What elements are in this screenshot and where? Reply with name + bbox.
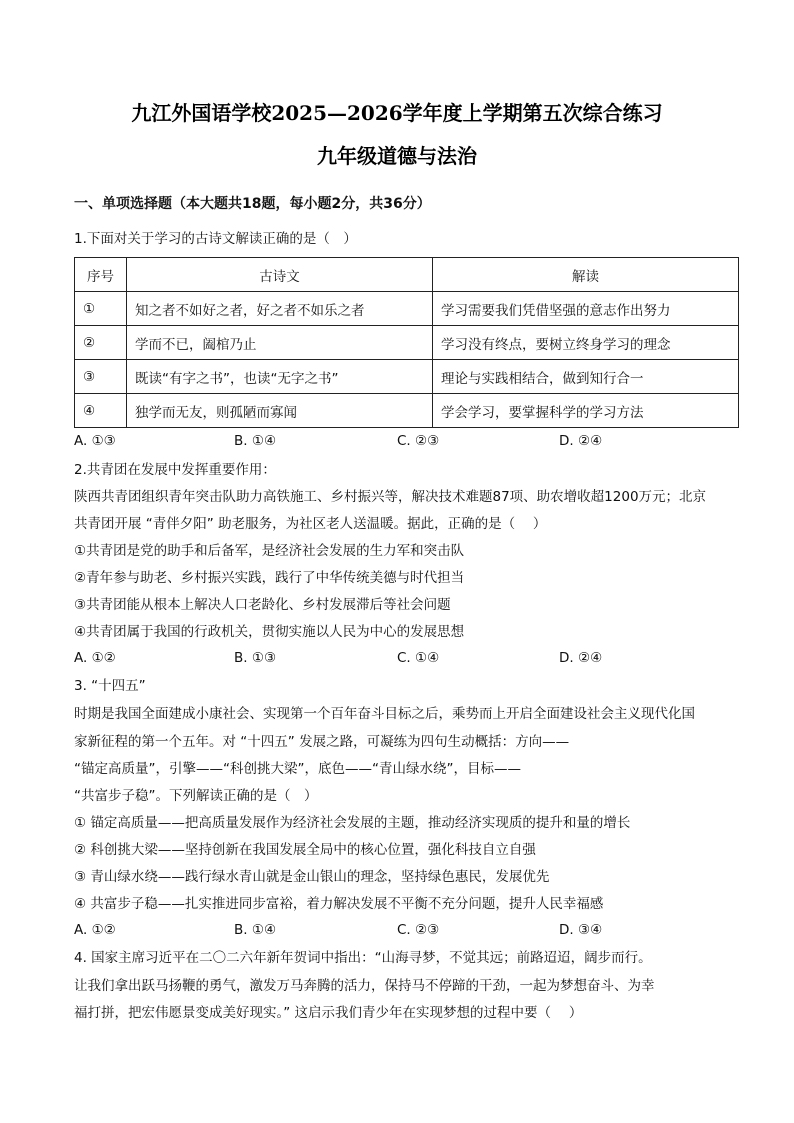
- q3-stem: 3. “十四五”: [74, 678, 146, 694]
- q2-text-line: 共青团开展 “青伴夕阳” 助老服务，为社区老人送温暖。据此，正确的是（ ）: [74, 516, 547, 532]
- q4-text-line: 福打拼，把宏伟愿景变成美好现实。” 这启示我们青少年在实现梦想的过程中要（ ）: [74, 1005, 583, 1021]
- q1-options: [74, 433, 739, 451]
- table-row: [75, 360, 739, 394]
- q3-options: [74, 922, 739, 940]
- table-header-cell: 解读: [433, 258, 739, 292]
- exam-title: 九江外国语学校2025—2026学年度上学期第五次综合练习: [131, 101, 663, 125]
- q4-stem: 4. 国家主席习近平在二〇二六年新年贺词中指出：“山海寻梦，不觉其远；前路迢迢，阔步而行。: [74, 950, 652, 966]
- table-header-row: [75, 258, 739, 292]
- table-cell: 独学而无友，则孤陋而寡闻: [127, 394, 433, 428]
- q2-stem: 2.共青团在发展中发挥重要作用：: [74, 462, 276, 478]
- table-cell: ③: [75, 360, 127, 394]
- q1-table: [74, 257, 739, 428]
- table-cell: ④: [75, 394, 127, 428]
- q3-text-line: 家新征程的第一个五年。对 “十四五” 发展之路，可凝练为四句生动概括：方向——: [74, 734, 570, 750]
- table-cell: 既读“有字之书”，也读“无字之书”: [127, 360, 433, 394]
- table-cell: 学会学习，要掌握科学的学习方法: [433, 394, 739, 428]
- section-heading: 一、单项选择题（本大题共18题，每小题2分，共36分）: [74, 196, 431, 212]
- q2-options: [74, 650, 739, 668]
- table-cell: 知之者不如好之者，好之者不如乐之者: [127, 292, 433, 326]
- option-b: B. ①④: [234, 433, 277, 449]
- q3-statement: ③ 青山绿水绕——践行绿水青山就是金山银山的理念，坚持绿色惠民，发展优先: [74, 869, 550, 885]
- table-header-cell: 古诗文: [127, 258, 433, 292]
- option-c: C. ①④: [397, 650, 440, 666]
- table-row: [75, 394, 739, 428]
- q4-text-line: 让我们拿出跃马扬鞭的勇气，激发万马奔腾的活力，保持马不停蹄的干劲，一起为梦想奋斗、为幸: [74, 978, 655, 994]
- q3-statement: ④ 共富步子稳——扎实推进同步富裕，着力解决发展不平衡不充分问题，提升人民幸福感: [74, 896, 604, 912]
- q2-text-line: 陕西共青团组织青年突击队助力高铁施工、乡村振兴等，解决技术难题87项、助农增收超1200万元；北京: [74, 489, 707, 505]
- q2-statement: ③共青团能从根本上解决人口老龄化、乡村发展滞后等社会问题: [74, 597, 451, 613]
- option-d: D. ③④: [559, 922, 603, 938]
- q1-stem: 1.下面对关于学习的古诗文解读正确的是（ ）: [74, 231, 357, 247]
- q3-statement: ② 科创挑大梁——坚持创新在我国发展全局中的核心位置，强化科技自立自强: [74, 842, 536, 858]
- option-c: C. ②③: [397, 922, 440, 938]
- table-cell: 学习需要我们凭借坚强的意志作出努力: [433, 292, 739, 326]
- option-d: D. ②④: [559, 433, 603, 449]
- q3-text-line: “锚定高质量”，引擎——“科创挑大梁”，底色——“青山绿水绕”，目标——: [74, 761, 521, 777]
- option-a: A. ①②: [74, 922, 116, 938]
- table-cell: 理论与实践相结合，做到知行合一: [433, 360, 739, 394]
- option-a: A. ①③: [74, 433, 116, 449]
- table-cell: 学而不已，阖棺乃止: [127, 326, 433, 360]
- table-header-cell: 序号: [75, 258, 127, 292]
- table-cell: ①: [75, 292, 127, 326]
- option-b: B. ①③: [234, 650, 277, 666]
- q2-statement: ①共青团是党的助手和后备军，是经济社会发展的生力军和突击队: [74, 543, 465, 559]
- option-d: D. ②④: [559, 650, 603, 666]
- q2-statement: ④共青团属于我国的行政机关，贯彻实施以人民为中心的发展思想: [74, 624, 465, 640]
- option-a: A. ①②: [74, 650, 116, 666]
- q2-statement: ②青年参与助老、乡村振兴实践，践行了中华传统美德与时代担当: [74, 570, 465, 586]
- q3-text-line: 时期是我国全面建成小康社会、实现第一个百年奋斗目标之后，乘势而上开启全面建设社会主义现代化国: [74, 706, 695, 722]
- exam-subtitle: 九年级道德与法治: [317, 144, 477, 168]
- option-c: C. ②③: [397, 433, 440, 449]
- table-row: [75, 326, 739, 360]
- q3-text-line: “共富步子稳”。下列解读正确的是（ ）: [74, 788, 318, 804]
- table-cell: 学习没有终点，要树立终身学习的理念: [433, 326, 739, 360]
- table-cell: ②: [75, 326, 127, 360]
- table-row: [75, 292, 739, 326]
- q3-statement: ① 锚定高质量——把高质量发展作为经济社会发展的主题，推动经济实现质的提升和量的增长: [74, 815, 631, 831]
- option-b: B. ①④: [234, 922, 277, 938]
